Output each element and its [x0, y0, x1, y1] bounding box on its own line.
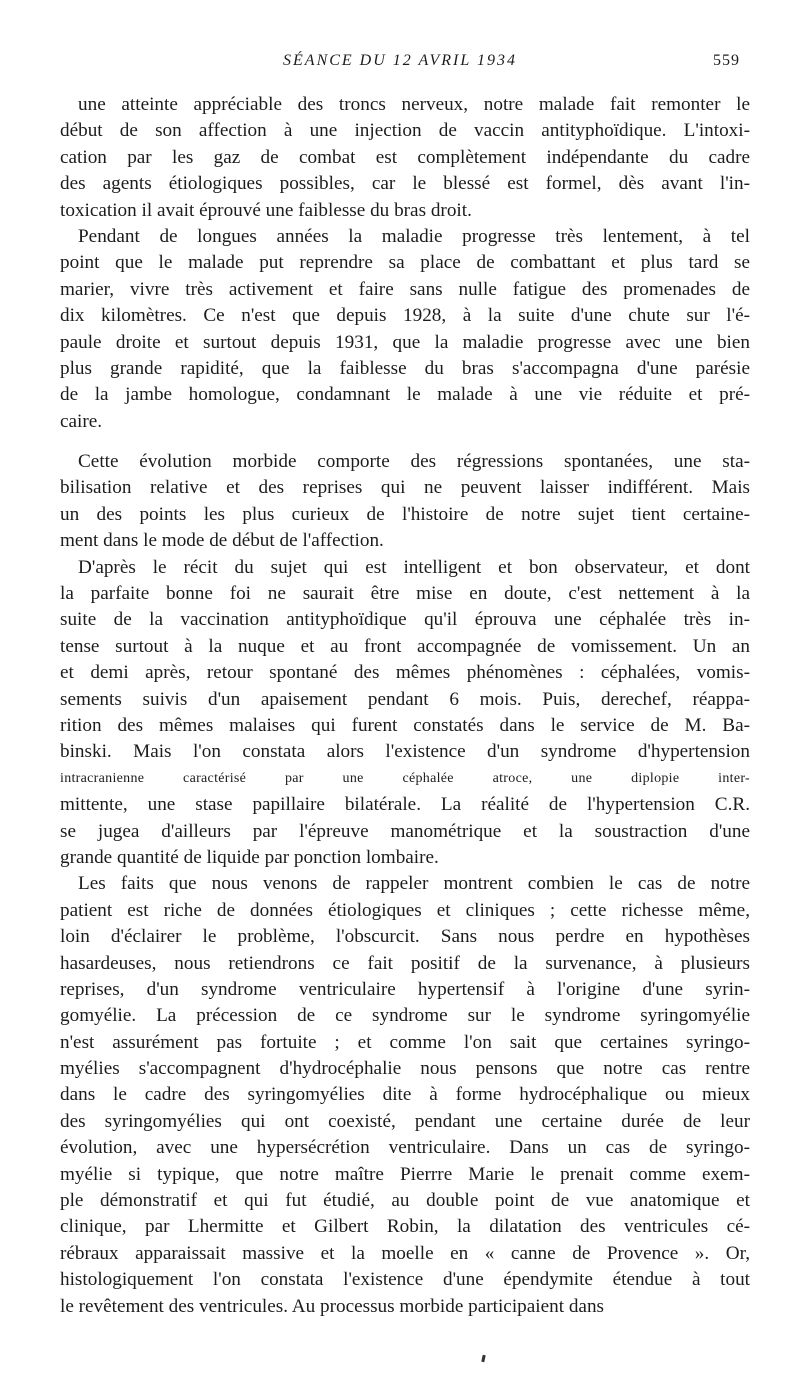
text-line: point que le malade put reprendre sa place de combattant et plus tard se — [60, 252, 750, 274]
text-line: patient est riche de données étiologiques et cliniques ; cette richesse même, — [60, 899, 750, 921]
text-line: D'après le récit du sujet qui est intelligent et bon observateur, et dont — [78, 556, 750, 578]
text-line: de la jambe homologue, condamnant le malade à une vie réduite et pré- — [60, 384, 750, 406]
text-line: début de son affection à une injection de vaccin antityphoïdique. L'intoxi- — [60, 120, 750, 142]
text-line: gomyélie. La précession de ce syndrome sur le syndrome syringomyélie — [60, 1005, 750, 1027]
paragraph — [60, 555, 750, 872]
text-line: rition des mêmes malaises qui furent constatés dans le service de M. Ba- — [60, 714, 750, 736]
text-line: tense surtout à la nuque et au front accompagnée de vomissement. Un an — [60, 635, 750, 657]
text-line: la parfaite bonne foi ne saurait être mise en doute, c'est nettement à la — [60, 583, 750, 605]
text-line: n'est assurément pas fortuite ; et comme l'on sait que certaines syringo- — [60, 1031, 750, 1053]
paragraph — [60, 224, 750, 435]
text-line: sements suivis d'un apaisement pendant 6 mois. Puis, derechef, réappa- — [60, 688, 750, 710]
paragraph — [60, 92, 750, 224]
text-line: marier, vivre très activement et faire sans nulle fatigue des promenades de — [60, 278, 750, 300]
paragraph — [60, 449, 750, 555]
text-line: hasardeuses, nous retiendrons ce fait positif de la survenance, à plusieurs — [60, 952, 750, 974]
text-line: bilisation relative et des reprises qui ne peuvent laisser indifférent. Mais — [60, 477, 750, 499]
text-line: Les faits que nous venons de rappeler montrent combien le cas de notre — [78, 873, 750, 895]
text-line: suite de la vaccination antityphoïdique qu'il éprouva une céphalée très in- — [60, 609, 750, 631]
text-line: ment dans le mode de début de l'affection. — [60, 530, 384, 552]
text-line: ple démonstratif et qui fut étudié, au double point de vue anatomique et — [60, 1190, 750, 1212]
text-line: évolution, avec une hypersécrétion ventriculaire. Dans un cas de syringo- — [60, 1137, 750, 1159]
text-line: caire. — [60, 410, 103, 432]
text-line: mittente, une stase papillaire bilatérale. La réalité de l'hypertension C.R. — [60, 794, 750, 816]
text-line: dans le cadre des syringomyélies dite à forme hydrocéphalique ou mieux — [60, 1084, 750, 1106]
text-line: et demi après, retour spontané des mêmes phénomènes : céphalées, vomis- — [60, 662, 750, 684]
text-line: plus grande rapidité, que la faiblesse du bras s'accompagna d'une parésie — [60, 357, 750, 379]
text-line: reprises, d'un syndrome ventriculaire hypertensif à l'origine d'une syrin- — [60, 978, 750, 1000]
running-head — [60, 52, 740, 74]
paragraph-gap — [60, 435, 750, 449]
paragraph — [60, 871, 750, 1320]
running-title: SÉANCE DU 12 AVRIL 1934 — [283, 52, 517, 69]
text-line: myélie si typique, que notre maître Pierrre Marie le prenait comme exem- — [60, 1163, 750, 1185]
ink-mark — [481, 1355, 485, 1362]
text-line: paule droite et surtout depuis 1931, que la maladie progresse avec une bien — [60, 331, 750, 353]
text-line: myélies s'accompagnent d'hydrocéphalie nous pensons que notre cas rentre — [60, 1058, 750, 1080]
text-line: dix kilomètres. Ce n'est que depuis 1928, à la suite d'une chute sur l'é- — [60, 305, 750, 327]
text-line: cation par les gaz de combat est complètement indépendante du cadre — [60, 146, 750, 168]
text-line: rébraux apparaissait massive et la moelle en « canne de Provence ». Or, — [60, 1242, 750, 1264]
text-line: un des points les plus curieux de l'histoire de notre sujet tient certaine- — [60, 503, 750, 525]
text-line: toxication il avait éprouvé une faiblesse du bras droit. — [60, 199, 472, 221]
page-number: 559 — [713, 52, 740, 69]
text-line: loin d'éclairer le problème, l'obscurcit. Sans nous perdre en hypothèses — [60, 926, 750, 948]
text-line: clinique, par Lhermitte et Gilbert Robin, la dilatation des ventricules cé- — [60, 1216, 750, 1238]
text-line: grande quantité de liquide par ponction lombaire. — [60, 846, 439, 868]
text-line: Pendant de longues années la maladie progresse très lentement, à tel — [78, 225, 750, 247]
text-line: intracranienne caractérisé par une céphalée atroce, une diplopie inter- — [60, 770, 750, 786]
body-text — [60, 92, 750, 1320]
text-line: le revêtement des ventricules. Au processus morbide participaient dans — [60, 1295, 605, 1317]
text-line: histologiquement l'on constata l'existence d'une épendymite étendue à tout — [60, 1269, 750, 1291]
text-line: Cette évolution morbide comporte des régressions spontanées, une sta- — [78, 451, 750, 473]
text-line: une atteinte appréciable des troncs nerveux, notre malade fait remonter le — [78, 94, 750, 115]
text-line: des syringomyélies qui ont coexisté, pendant une certaine durée de leur — [60, 1110, 750, 1132]
text-line: des agents étiologiques possibles, car le blessé est formel, dès avant l'in- — [60, 173, 750, 195]
text-line: binski. Mais l'on constata alors l'existence d'un syndrome d'hypertension — [60, 741, 750, 763]
text-line: se jugea d'ailleurs par l'épreuve manométrique et la soustraction d'une — [60, 820, 750, 842]
